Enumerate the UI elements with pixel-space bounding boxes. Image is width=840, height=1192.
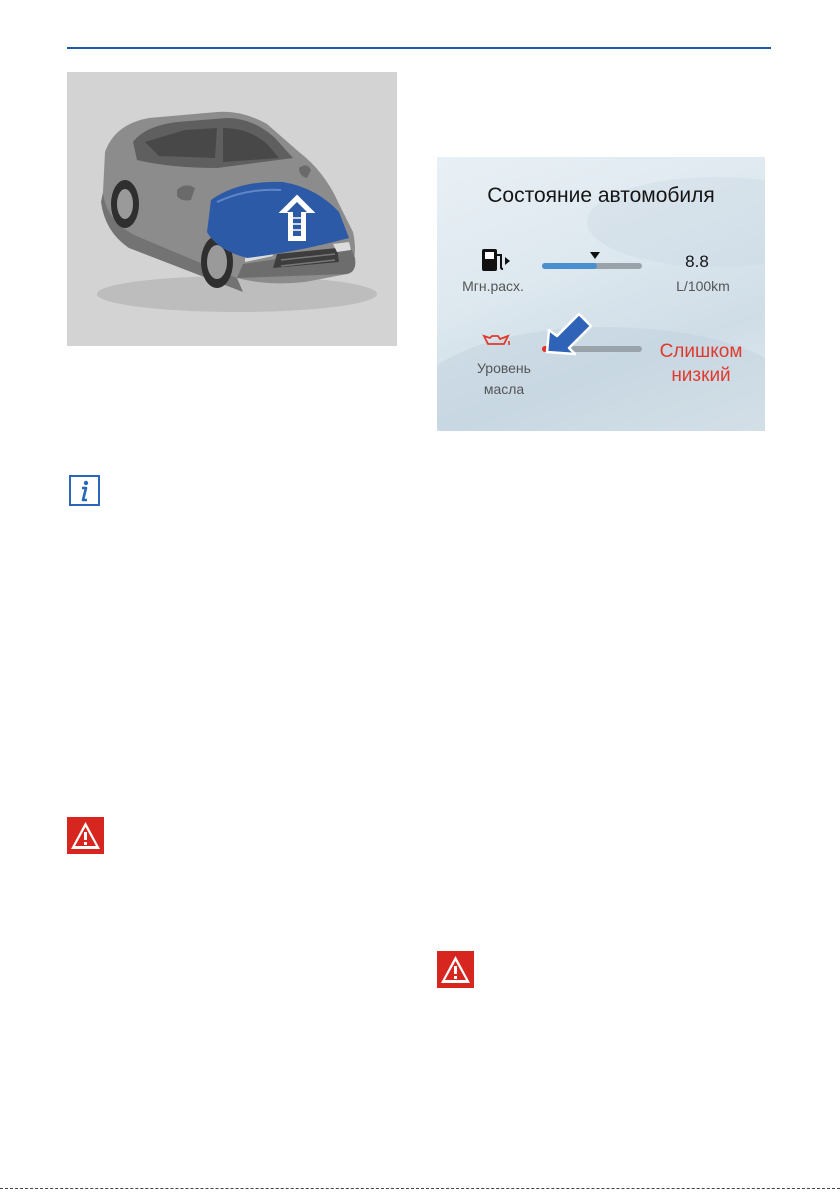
fuel-consumption-fill (542, 263, 597, 269)
car-illustration (67, 72, 397, 346)
header-rule (67, 47, 771, 49)
fuel-consumption-unit: L/100km (676, 278, 730, 294)
fuel-consumption-bar (542, 263, 642, 269)
info-icon (69, 475, 100, 506)
fuel-consumption-value: 8.8 (685, 252, 709, 271)
panel-title: Состояние автомобиля (487, 184, 715, 207)
page-cut-line (0, 1188, 840, 1189)
pointer-arrow-icon (545, 312, 593, 356)
oil-level-status: Слишком низкий (659, 341, 743, 386)
oil-can-icon (482, 332, 512, 348)
car-hood-figure (67, 72, 397, 346)
fuel-marker-icon (590, 252, 600, 259)
fuel-pump-icon (481, 247, 511, 273)
warning-triangle-icon (67, 817, 104, 854)
oil-level-label: Уровень масла (477, 360, 531, 397)
vehicle-status-panel (437, 157, 765, 431)
fuel-consumption-label: Мгн.расх. (462, 278, 524, 294)
warning-triangle-icon (437, 951, 474, 988)
